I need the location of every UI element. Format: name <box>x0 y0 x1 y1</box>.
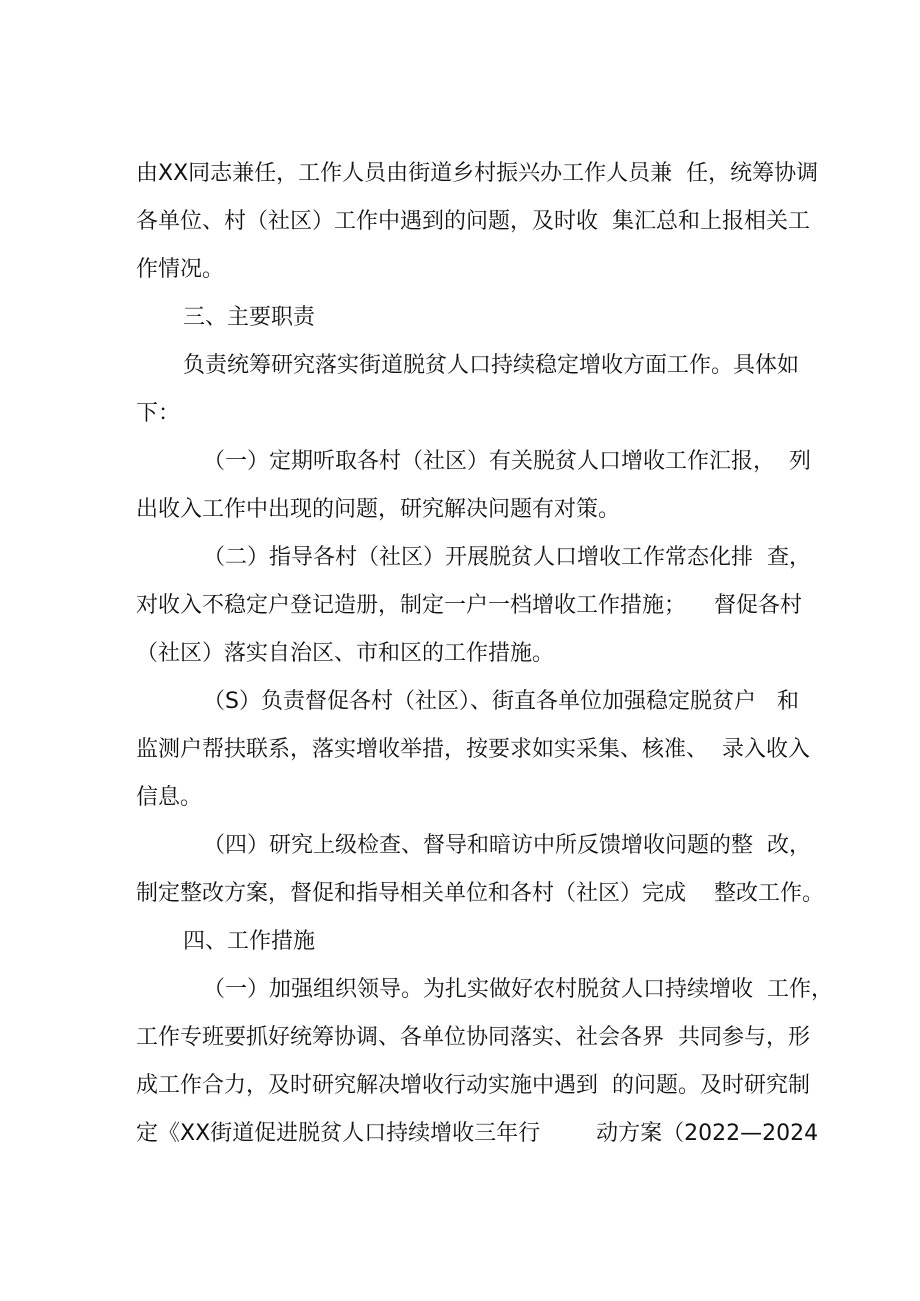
list-item-line: 对收入不稳定户登记造册，制定一户一档增收工作措施； 督促各村 <box>136 593 802 618</box>
paragraph-line: 由XX同志兼任，工作人员由街道乡村振兴办工作人员兼 任，统筹协调 <box>136 161 819 186</box>
list-item-line: 定《XX街道促进脱贫人口持续增收三年行 动方案（2022—2024 <box>136 1121 819 1146</box>
list-item-line: （社区）落实自治区、市和区的工作措施。 <box>136 641 555 666</box>
paragraph-line: 负责统筹研究落实街道脱贫人口持续稳定增收方面工作。具体如 <box>183 353 800 378</box>
list-item-line: 成工作合力，及时研究解决增收行动实施中遇到 的问题。及时研究制 <box>136 1073 810 1098</box>
paragraph-line: 各单位、村（社区）工作中遇到的问题，及时收 集汇总和上报相关工 <box>136 209 810 234</box>
section-heading-measures: 四、工作措施 <box>183 929 316 954</box>
list-item-line: 信息。 <box>136 785 203 810</box>
paragraph-line: 作情况。 <box>136 257 225 282</box>
list-item-line: 监测户帮扶联系，落实增收举措，按要求如实采集、核准、 录入收入 <box>136 737 810 762</box>
section-heading-responsibilities: 三、主要职责 <box>183 305 316 330</box>
list-item-line: （四）研究上级检查、督导和暗访中所反馈增收问题的整 改， <box>203 833 811 858</box>
list-item-line: 出收入工作中出现的问题，研究解决问题有对策。 <box>136 497 621 522</box>
list-item-line: 工作专班要抓好统筹协调、各单位协同落实、社会各界 共同参与，形 <box>136 1025 810 1050</box>
paragraph-line: 下： <box>136 401 181 426</box>
list-item-line: （二）指导各村（社区）开展脱贫人口增收工作常态化排 查， <box>203 545 811 570</box>
list-item-line: 制定整改方案，督促和指导相关单位和各村（社区）完成 整改工作。 <box>136 881 824 906</box>
list-item-line: （一）加强组织领导。为扎实做好农村脱贫人口持续增收 工作， <box>203 977 833 1002</box>
list-item-line: （S）负责督促各村（社区）、街直各单位加强稳定脱贫户 和 <box>203 689 799 714</box>
list-item-line: （一）定期听取各村（社区）有关脱贫人口增收工作汇报， 列 <box>203 449 811 474</box>
